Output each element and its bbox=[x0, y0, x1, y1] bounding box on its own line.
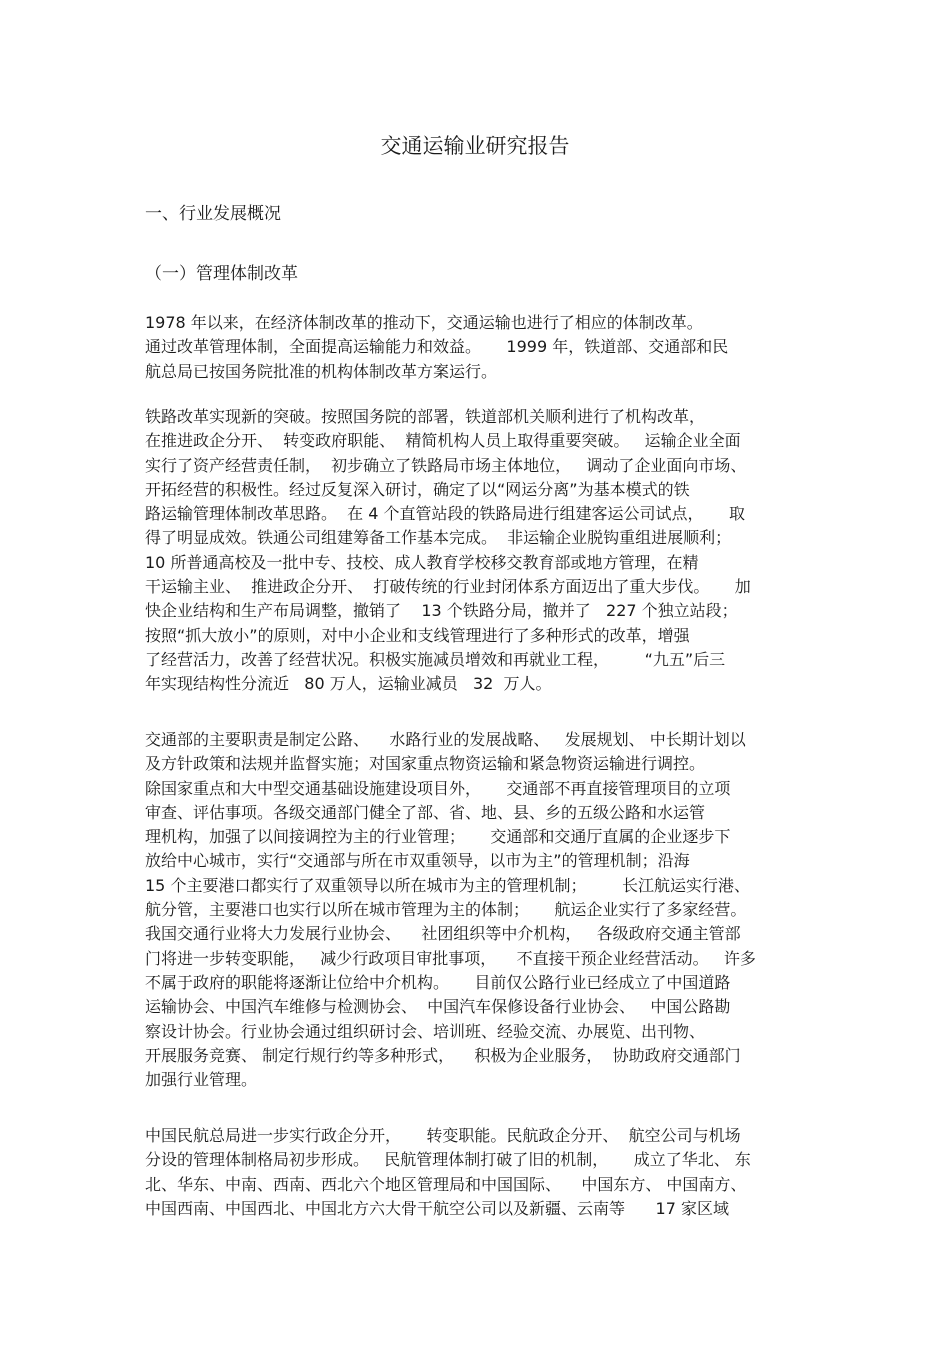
paragraph-4 bbox=[145, 1124, 815, 1221]
paragraph-line: 我国交通行业将大力发展行业协会、 社团组织等中介机构， 各级政府交通主管部 bbox=[145, 924, 741, 944]
paragraph-line: 不属于政府的职能将逐渐让位给中介机构。 目前仅公路行业已经成立了中国道路 bbox=[145, 972, 731, 992]
paragraph-line: 察设计协会。行业协会通过组织研讨会、培训班、经验交流、办展览、出刊物、 bbox=[145, 1021, 706, 1041]
subsection-heading: （一）管理体制改革 bbox=[145, 264, 298, 284]
paragraph-line: 按照“抓大放小”的原则，对中小企业和支线管理进行了多种形式的改革，增强 bbox=[145, 625, 690, 645]
paragraph-line: 得了明显成效。铁通公司组建筹备工作基本完成。 非运输企业脱钩重组进展顺利； bbox=[145, 528, 732, 548]
paragraph-line: 通过改革管理体制，全面提高运输能力和效益。 1999 年，铁道部、交通部和民 bbox=[145, 337, 729, 357]
paragraph-line: 中国民航总局进一步实行政企分开， 转变职能。民航政企分开、 航空公司与机场 bbox=[145, 1126, 741, 1145]
paragraph-2 bbox=[145, 405, 815, 697]
paragraph-line: 开展服务竞赛、 制定行规行约等多种形式， 积极为企业服务， 协助政府交通部门 bbox=[145, 1045, 741, 1065]
paragraph-line: 理机构，加强了以间接调控为主的行业管理； 交通部和交通厅直属的企业逐步下 bbox=[145, 827, 731, 847]
paragraph-line: 干运输主业、 推进政企分开、 打破传统的行业封闭体系方面迈出了重大步伐。 加 bbox=[145, 577, 751, 597]
paragraph-line: 铁路改革实现新的突破。按照国务院的部署，铁道部机关顺利进行了机构改革， bbox=[145, 407, 706, 426]
paragraph-line: 年实现结构性分流近 80 万人，运输业减员 32 万人。 bbox=[145, 674, 552, 694]
paragraph-line: 15 个主要港口都实行了双重领导以所在城市为主的管理机制； 长江航运实行港、 bbox=[145, 875, 751, 895]
paragraph-line: 中国西南、中国西北、中国北方六大骨干航空公司以及新疆、云南等 17 家区域 bbox=[145, 1198, 729, 1218]
paragraph-line: 实行了资产经营责任制， 初步确立了铁路局市场主体地位， 调动了企业面向市场、 bbox=[145, 455, 747, 475]
paragraph-line: 1978 年以来，在经济体制改革的推动下，交通运输也进行了相应的体制改革。 bbox=[145, 313, 703, 332]
paragraph-line: 除国家重点和大中型交通基础设施建设项目外， 交通部不再直接管理项目的立项 bbox=[145, 778, 731, 798]
paragraph-line: 交通部的主要职责是制定公路、 水路行业的发展战略、 发展规划、 中长期计划以 bbox=[145, 730, 746, 749]
paragraph-line: 北、华东、中南、西南、西北六个地区管理局和中国国际、 中国东方、 中国南方、 bbox=[145, 1174, 747, 1194]
paragraph-line: 门将进一步转变职能， 减少行政项目审批事项， 不直接干预企业经营活动。 许多 bbox=[145, 948, 756, 968]
document-title: 交通运输业研究报告 bbox=[380, 134, 570, 158]
paragraph-line: 开拓经营的积极性。经过反复深入研讨，确定了以“网运分离”为基本模式的铁 bbox=[145, 479, 690, 499]
paragraph-3 bbox=[145, 728, 815, 1092]
paragraph-line: 了经营活力，改善了经营状况。积极实施减员增效和再就业工程， “九五”后三 bbox=[145, 649, 726, 669]
paragraph-line: 路运输管理体制改革思路。 在 4 个直管站段的铁路局进行组建客运公司试点， 取 bbox=[145, 504, 745, 524]
paragraph-line: 航分管，主要港口也实行以所在城市管理为主的体制； 航运企业实行了多家经营。 bbox=[145, 900, 747, 920]
paragraph-line: 10 所普通高校及一批中专、技校、成人教育学校移交教育部或地方管理，在精 bbox=[145, 552, 699, 572]
paragraph-line: 航总局已按国务院批准的机构体制改革方案运行。 bbox=[145, 361, 498, 381]
paragraph-1 bbox=[145, 311, 815, 384]
paragraph-line: 在推进政企分开、 转变政府职能、 精简机构人员上取得重要突破。 运输企业全面 bbox=[145, 431, 741, 451]
paragraph-line: 运输协会、中国汽车维修与检测协会、 中国汽车保修设备行业协会、 中国公路勘 bbox=[145, 997, 731, 1017]
section-heading: 一、行业发展概况 bbox=[145, 204, 281, 224]
paragraph-line: 分设的管理体制格局初步形成。 民航管理体制打破了旧的机制， 成立了华北、 东 bbox=[145, 1150, 751, 1170]
paragraph-line: 及方针政策和法规并监督实施；对国家重点物资运输和紧急物资运输进行调控。 bbox=[145, 754, 706, 774]
paragraph-line: 审查、评估事项。各级交通部门健全了部、省、地、县、乡的五级公路和水运管 bbox=[145, 802, 706, 822]
paragraph-line: 快企业结构和生产布局调整，撤销了 13 个铁路分局，撤并了 227 个独立站段； bbox=[145, 601, 738, 621]
paragraph-line: 放给中心城市，实行“交通部与所在市双重领导，以市为主”的管理机制；沿海 bbox=[145, 851, 690, 871]
paragraph-line: 加强行业管理。 bbox=[145, 1070, 258, 1090]
